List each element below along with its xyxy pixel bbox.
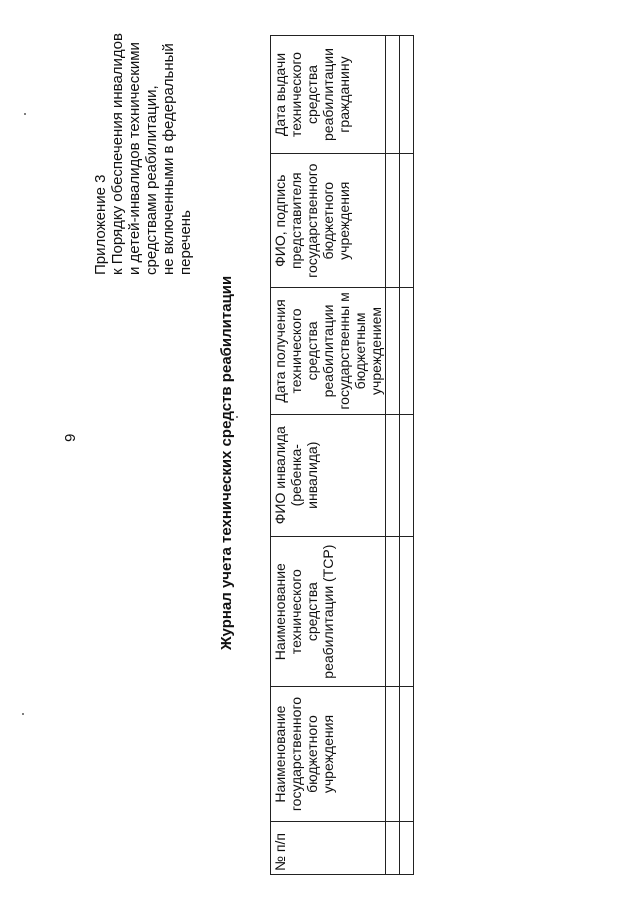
table-cell xyxy=(400,821,414,874)
header-cell: ФИО инвалида (ребенка-инвалида) xyxy=(271,414,386,536)
header-cell: Дата получения технического средства реабилитации государственны м бюджетным учреждением xyxy=(271,288,386,414)
table-cell xyxy=(386,36,400,154)
scan-speck xyxy=(236,416,238,418)
header-cell: № п/п xyxy=(271,821,386,874)
table-cell xyxy=(386,288,400,414)
page-number: 9 xyxy=(62,433,79,442)
journal-table xyxy=(270,35,414,875)
journal-title: Журнал учета технических средств реабилитации xyxy=(218,275,235,650)
table-cell xyxy=(386,154,400,288)
appendix-line: не включенными в федеральный перечень xyxy=(160,43,194,275)
appendix-line: средствами реабилитации, xyxy=(143,85,160,275)
scan-speck xyxy=(24,113,26,115)
table-cell xyxy=(400,36,414,154)
header-cell: Наименование государственного бюджетного учреждения xyxy=(271,687,386,821)
table-cell xyxy=(400,687,414,821)
table-cell xyxy=(386,687,400,821)
table-header-row xyxy=(271,36,386,875)
table-cell xyxy=(400,288,414,414)
table-cell xyxy=(386,821,400,874)
appendix-line: к Порядку обеспечения инвалидов xyxy=(109,33,126,275)
header-cell: Дата выдачи технического средства реабилитации гражданину xyxy=(271,36,386,154)
table-cell xyxy=(400,154,414,288)
scan-speck xyxy=(22,713,24,715)
table-cell xyxy=(386,536,400,686)
table-row xyxy=(400,36,414,875)
table-row xyxy=(386,36,400,875)
appendix-block xyxy=(92,15,194,275)
header-cell: Наименование технического средства реабилитации (ТСР) xyxy=(271,536,386,686)
table-cell xyxy=(400,536,414,686)
table-cell xyxy=(386,414,400,536)
appendix-line: и детей-инвалидов техническими xyxy=(126,42,143,275)
table-cell xyxy=(400,414,414,536)
appendix-line: Приложение 3 xyxy=(92,174,109,275)
header-cell: ФИО, подпись представителя государственного бюджетного учреждения xyxy=(271,154,386,288)
